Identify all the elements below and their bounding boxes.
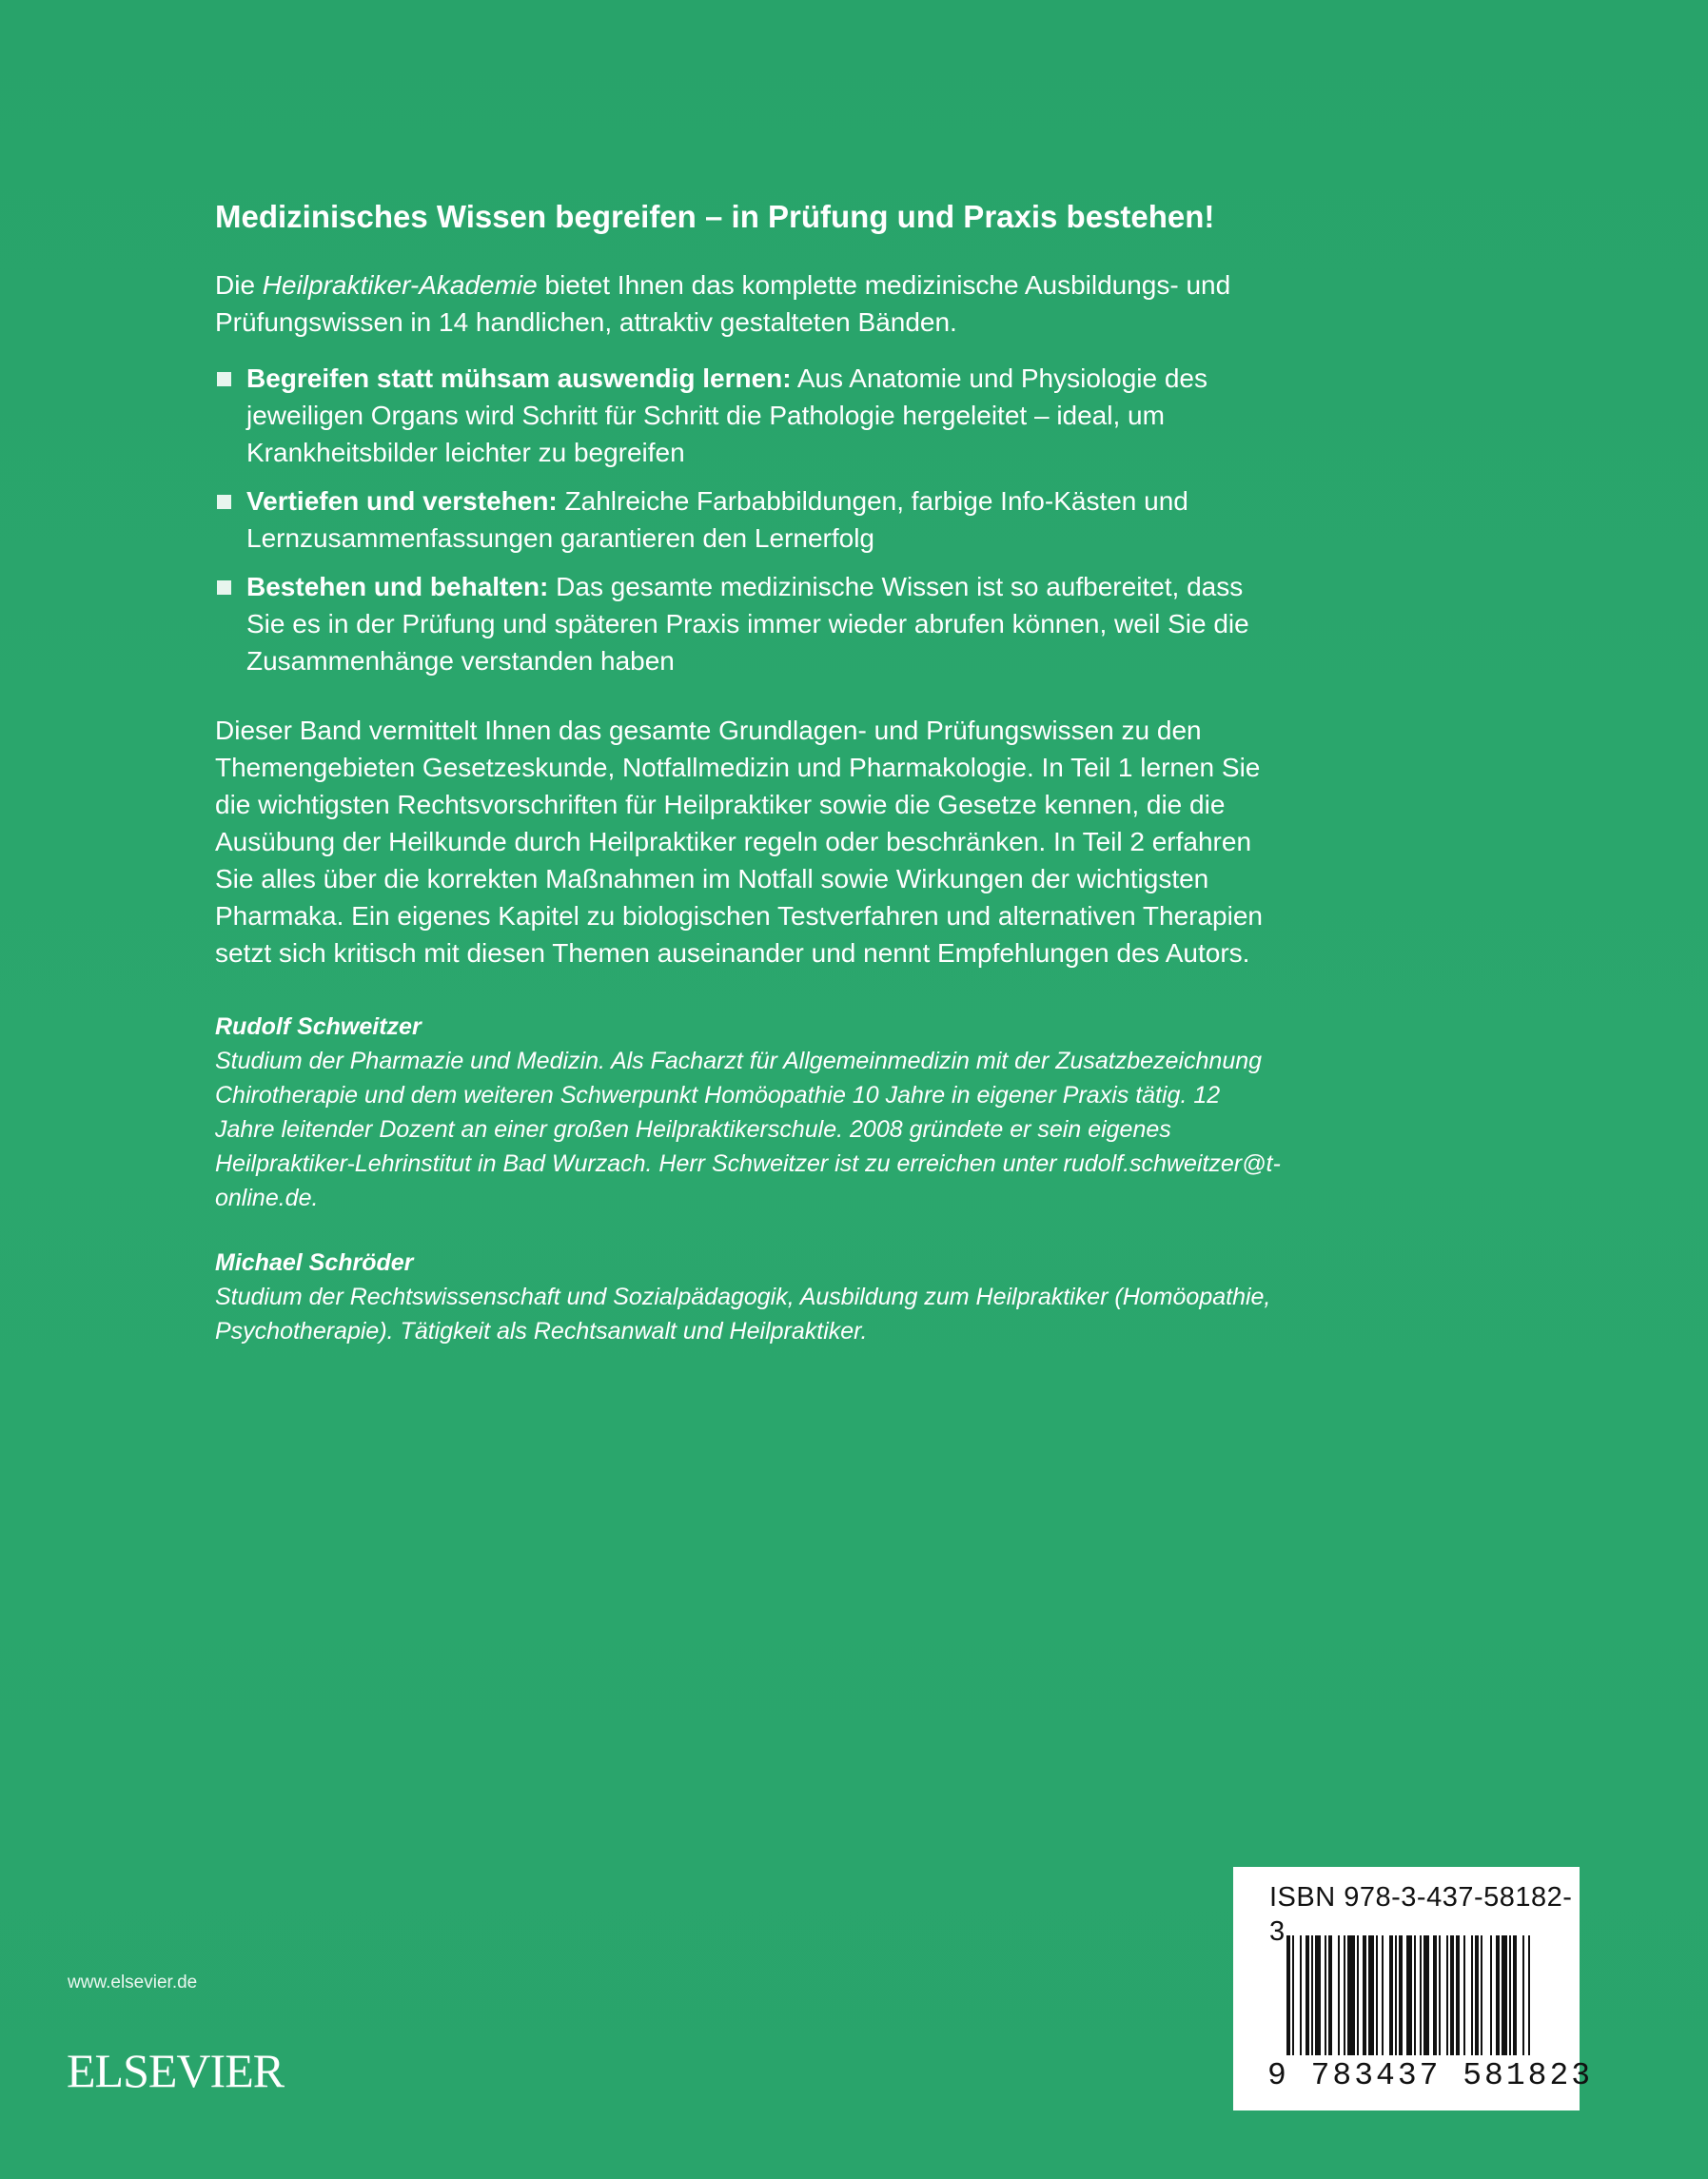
barcode-bar <box>1528 1935 1530 2055</box>
feature-item <box>215 568 1281 679</box>
square-bullet-icon <box>217 580 231 595</box>
barcode-bar <box>1286 1935 1290 2055</box>
barcode-bar <box>1328 1935 1332 2055</box>
barcode-bar <box>1347 1935 1355 2055</box>
barcode-bar <box>1420 1935 1422 2055</box>
headline: Medizinisches Wissen begreifen – in Prüfung und Praxis bestehen! <box>215 199 1215 234</box>
author-block <box>215 1010 1281 1215</box>
barcode-bar <box>1509 1935 1511 2055</box>
square-bullet-icon <box>217 372 231 386</box>
barcode-bar <box>1382 1935 1384 2055</box>
barcode-bar <box>1395 1935 1397 2055</box>
barcode-bar <box>1338 1935 1340 2055</box>
barcode-bar <box>1513 1935 1517 2055</box>
barcode-bar <box>1389 1935 1393 2055</box>
barcode-icon <box>1286 1935 1534 2055</box>
square-bullet-icon <box>217 495 231 509</box>
feature-lead: Bestehen und behalten: <box>246 572 549 601</box>
barcode-bar <box>1306 1935 1309 2055</box>
barcode-bar <box>1423 1935 1429 2055</box>
barcode-bar <box>1315 1935 1321 2055</box>
feature-item <box>215 482 1281 557</box>
barcode-bar <box>1450 1935 1454 2055</box>
barcode-bar <box>1399 1935 1403 2055</box>
barcode-bar <box>1463 1935 1465 2055</box>
isbn-digits: 9 783437 581823 <box>1267 2058 1594 2093</box>
barcode-bar <box>1502 1935 1507 2055</box>
barcode-bar <box>1325 1935 1326 2055</box>
barcode-bar <box>1344 1935 1345 2055</box>
barcode-bar <box>1376 1935 1378 2055</box>
barcode-bar <box>1456 1935 1460 2055</box>
feature-text: Das gesamte medizinische Wissen ist so aufbereitet, dass Sie es in der Prüfung und späteren Praxis immer wieder abrufen können, weil Sie die Zusammenhänge verstanden haben <box>246 572 1249 676</box>
barcode-bar <box>1496 1935 1500 2055</box>
barcode-bar <box>1446 1935 1448 2055</box>
barcode-bar <box>1406 1935 1412 2055</box>
barcode-bar <box>1522 1935 1524 2055</box>
author-name: Michael Schröder <box>215 1249 414 1276</box>
barcode-bar <box>1439 1935 1441 2055</box>
author-bio: Studium der Rechtswissenschaft und Sozialpädagogik, Ausbildung zum Heilpraktiker (Homöopathie, Psychotherapie). Tätigkeit als Rechtsanwalt und Heilpraktiker. <box>215 1284 1271 1345</box>
barcode-bar <box>1311 1935 1313 2055</box>
barcode-bar <box>1490 1935 1492 2055</box>
series-name: Heilpraktiker-Akademie <box>262 270 538 300</box>
feature-list <box>215 360 1281 679</box>
feature-text: Zahlreiche Farbabbildungen, farbige Info-Kästen und Lernzusammenfassungen garantieren den Lernerfolg <box>246 486 1188 553</box>
barcode-bar <box>1368 1935 1374 2055</box>
isbn-label: ISBN 978-3-437-58182-3 <box>1269 1882 1573 1947</box>
barcode-bar <box>1363 1935 1366 2055</box>
barcode-bar <box>1292 1935 1294 2055</box>
intro-suffix: bietet Ihnen das komplette medizinische Ausbildungs- und Prüfungswissen in 14 handlichen, attraktiv gestalteten Bänden. <box>215 270 1231 337</box>
feature-text: Aus Anatomie und Physiologie des jeweiligen Organs wird Schritt für Schritt die Pathologie hergeleitet – ideal, um Krankheitsbilder leichter zu begreifen <box>246 363 1207 467</box>
barcode-bar <box>1471 1935 1473 2055</box>
barcode-bar <box>1300 1935 1302 2055</box>
description-paragraph: Dieser Band vermittelt Ihnen das gesamte Grundlagen- und Prüfungswissen zu den Themengebieten Gesetzeskunde, Notfallmedizin und Pharmakologie. In Teil 1 lernen Sie die wichtigsten Rechtsvorschriften für Heilpraktiker sowie die Gesetze kennen, die die Ausübung der Heilkunde durch Heilpraktiker regeln oder beschränken. In Teil 2 erfahren Sie alles über die korrekten Maßnahmen im Notfall sowie Wirkungen der wichtigsten Pharmaka. Ein eigenes Kapitel zu biologischen Testverfahren und alternativen Therapien setzt sich kritisch mit diesen Themen auseinander und nennt Empfehlungen des Autors. <box>215 716 1263 968</box>
author-block <box>215 1246 1281 1348</box>
barcode-bar <box>1481 1935 1482 2055</box>
intro-prefix: Die <box>215 270 263 300</box>
publisher-website: www.elsevier.de <box>68 1973 198 1993</box>
author-bio: Studium der Pharmazie und Medizin. Als Facharzt für Allgemeinmedizin mit der Zusatzbezeichnung Chirotherapie und dem weiteren Schwerpunkt Homöopathie 10 Jahre in eigener Praxis tätig. 12 Jahre leitender Dozent an einer großen Heilpraktikerschule. 2008 gründete er sein eigenes Heilpraktiker-Lehrinstitut in Bad Wurzach. Herr Schweitzer ist zu erreichen unter rudolf.schweitzer@t-online.de. <box>215 1048 1281 1211</box>
isbn-barcode-box <box>1233 1867 1594 2110</box>
barcode-bar <box>1475 1935 1479 2055</box>
feature-lead: Begreifen statt mühsam auswendig lernen: <box>246 363 792 393</box>
author-name: Rudolf Schweitzer <box>215 1013 422 1040</box>
barcode-bar <box>1357 1935 1359 2055</box>
barcode-bar <box>1433 1935 1437 2055</box>
feature-lead: Vertiefen und verstehen: <box>246 486 558 516</box>
blurb <box>215 196 1281 1379</box>
barcode-bar <box>1414 1935 1416 2055</box>
intro-paragraph <box>215 266 1281 341</box>
feature-item <box>215 360 1281 471</box>
publisher-logo: ELSEVIER <box>67 2044 285 2097</box>
